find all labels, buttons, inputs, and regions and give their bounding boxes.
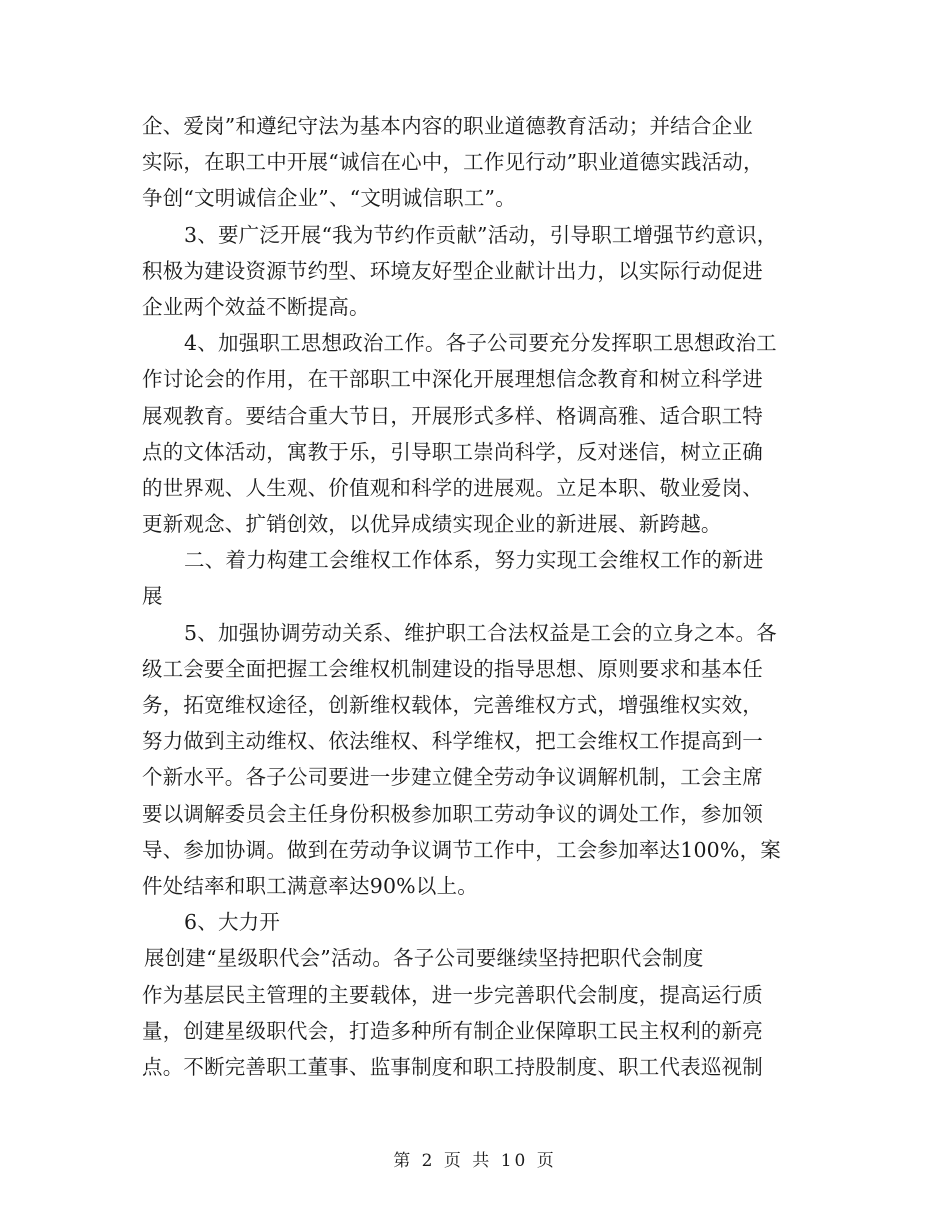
text-line: 3、要广泛开展“我为节约作贡献”活动，引导职工增强节约意识， [184, 222, 778, 247]
text-line: 点的文体活动，寓教于乐，引导职工崇尚科学，反对迷信，树立正确 [142, 439, 763, 464]
document-body [142, 108, 818, 1085]
text-line: 级工会要全面把握工会维权机制建设的指导思想、原则要求和基本任 [142, 656, 763, 681]
text-line: 二、着力构建工会维权工作体系，努力实现工会维权工作的新进 [184, 548, 764, 573]
text-line: 要以调解委员会主任身份积极参加职工劳动争议的调处工作，参加领 [142, 801, 763, 826]
text-line: 争创“文明诚信企业”、“文明诚信职工”。 [142, 186, 516, 211]
text-line: 实际，在职工中开展“诚信在心中，工作见行动”职业道德实践活动， [142, 150, 764, 175]
text-line: 更新观念、扩销创效，以优异成绩实现企业的新进展、新跨越。 [142, 512, 722, 537]
text-line: 的世界观、人生观、价值观和科学的进展观。立足本职、敬业爱岗、 [142, 475, 763, 500]
text-line: 积极为建设资源节约型、环境友好型企业献计出力，以实际行动促进 [142, 258, 763, 283]
text-line: 量，创建星级职代会，打造多种所有制企业保障职工民主权利的新亮 [142, 1018, 763, 1043]
text-line: 展 [142, 584, 163, 609]
text-line: 作为基层民主管理的主要载体，进一步完善职代会制度，提高运行质 [142, 982, 763, 1007]
text-line: 6、大力开 [184, 910, 281, 935]
page-footer: 第 2 页 共 10 页 [393, 1151, 557, 1171]
text-line: 企、爱岗”和遵纪守法为基本内容的职业道德教育活动；并结合企业 [142, 114, 753, 138]
text-line: 作讨论会的作用，在干部职工中深化开展理想信念教育和树立科学进 [142, 367, 763, 392]
text-line: 企业两个效益不断提高。 [142, 294, 370, 319]
text-line: 努力做到主动维权、依法维权、科学维权，把工会维权工作提高到一 [142, 729, 763, 754]
text-line: 5、加强协调劳动关系、维护职工合法权益是工会的立身之本。各 [184, 620, 777, 645]
text-line: 件处结率和职工满意率达90%以上。 [142, 873, 478, 898]
text-line: 务，拓宽维权途径，创新维权载体，完善维权方式，增强维权实效， [142, 693, 763, 717]
text-line: 导、参加协调。做到在劳动争议调节工作中，工会参加率达100%，案 [142, 837, 782, 862]
text-line: 展观教育。要结合重大节日，开展形式多样、格调高雅、适合职工特 [142, 403, 763, 428]
text-line: 4、加强职工思想政治工作。各子公司要充分发挥职工思想政治工 [184, 331, 777, 356]
text-line: 点。不断完善职工董事、监事制度和职工持股制度、职工代表巡视制 [142, 1054, 763, 1079]
text-line: 个新水平。各子公司要进一步建立健全劳动争议调解机制，工会主席 [142, 765, 763, 790]
text-line: 展创建“星级职代会”活动。各子公司要继续坚持把职代会制度 [144, 946, 704, 971]
